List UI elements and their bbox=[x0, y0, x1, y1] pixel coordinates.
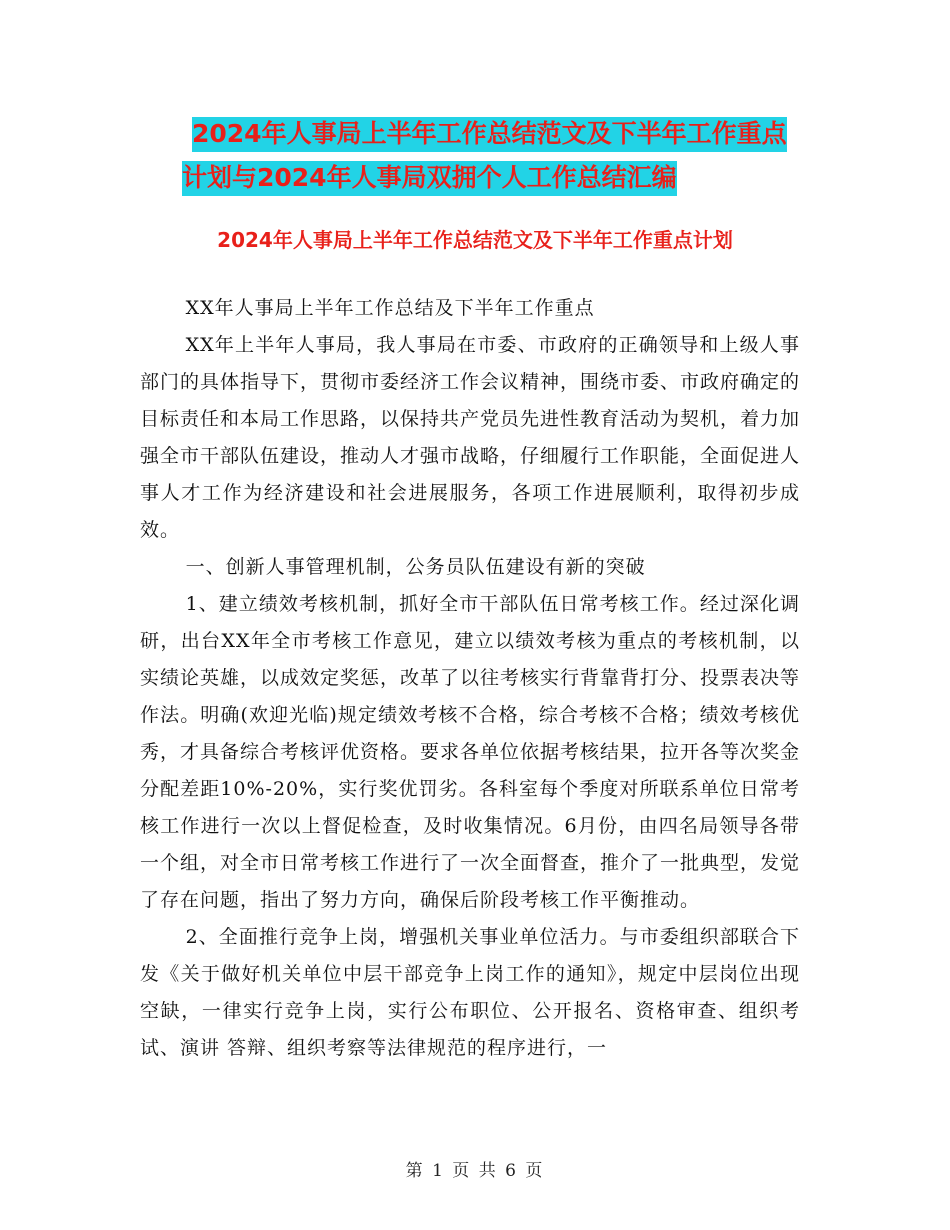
section-title: 2024年人事局上半年工作总结范文及下半年工作重点计划 bbox=[217, 228, 733, 252]
page-footer: 第 1 页 共 6 页 bbox=[405, 1161, 545, 1181]
document-title-line-1 bbox=[190, 112, 830, 156]
document-title-text-2: 计划与2024年人事局双拥个人工作总结汇编 bbox=[182, 161, 677, 196]
document-title bbox=[182, 112, 830, 200]
document-body bbox=[140, 290, 800, 1067]
paragraph-item-2: 2、全面推行竞争上岗，增强机关事业单位活力。与市委组织部联合下发《关于做好机关单位中层干部竞争上岗工作的通知》，规定中层岗位出现空缺，一律实行竞争上岗，实行公布职位、公开报名、资格审查、组织考试、演讲 答辩、组织考察等法律规范的程序进行，一 bbox=[140, 926, 800, 1059]
paragraph-item-1: 1、建立绩效考核机制，抓好全市干部队伍日常考核工作。经过深化调研，出台XX年全市考核工作意见，建立以绩效考核为重点的考核机制，以实绩论英雄，以成效定奖惩，改革了以往考核实行背靠背打分、投票表决等作法。明确(欢迎光临)规定绩效考核不合格，综合考核不合格；绩效考核优秀，才具备综合考核评优资格。要求各单位依据考核结果，拉开各等次奖金分配差距10%-20%，实行奖优罚劣。各科室每个季度对所联系单位日常考核工作进行一次以上督促检查，及时收集情况。6月份，由四名局领导各带一个组，对全市日常考核工作进行了一次全面督查，推介了一批典型，发觉了存在问题，指出了努力方向，确保后阶段考核工作平衡推动。 bbox=[140, 593, 801, 911]
document-title-text-1: 2024年人事局上半年工作总结范文及下半年工作重点 bbox=[192, 117, 787, 152]
paragraph-intro: XX年上半年人事局，我人事局在市委、市政府的正确领导和上级人事部门的具体指导下，贯彻市委经济工作会议精神，围绕市委、市政府确定的目标责任和本局工作思路，以保持共产党员先进性教育活动为契机，着力加强全市干部队伍建设，推动人才强市战略，仔细履行工作职能，全面促进人事人才工作为经济建设和社会进展服务，各项工作进展顺利，取得初步成效。 bbox=[140, 334, 801, 541]
paragraph-subtitle: XX年人事局上半年工作总结及下半年工作重点 bbox=[185, 297, 595, 319]
document-title-line-2 bbox=[182, 156, 830, 200]
paragraph-heading-1: 一、创新人事管理机制，公务员队伍建设有新的突破 bbox=[185, 556, 646, 578]
